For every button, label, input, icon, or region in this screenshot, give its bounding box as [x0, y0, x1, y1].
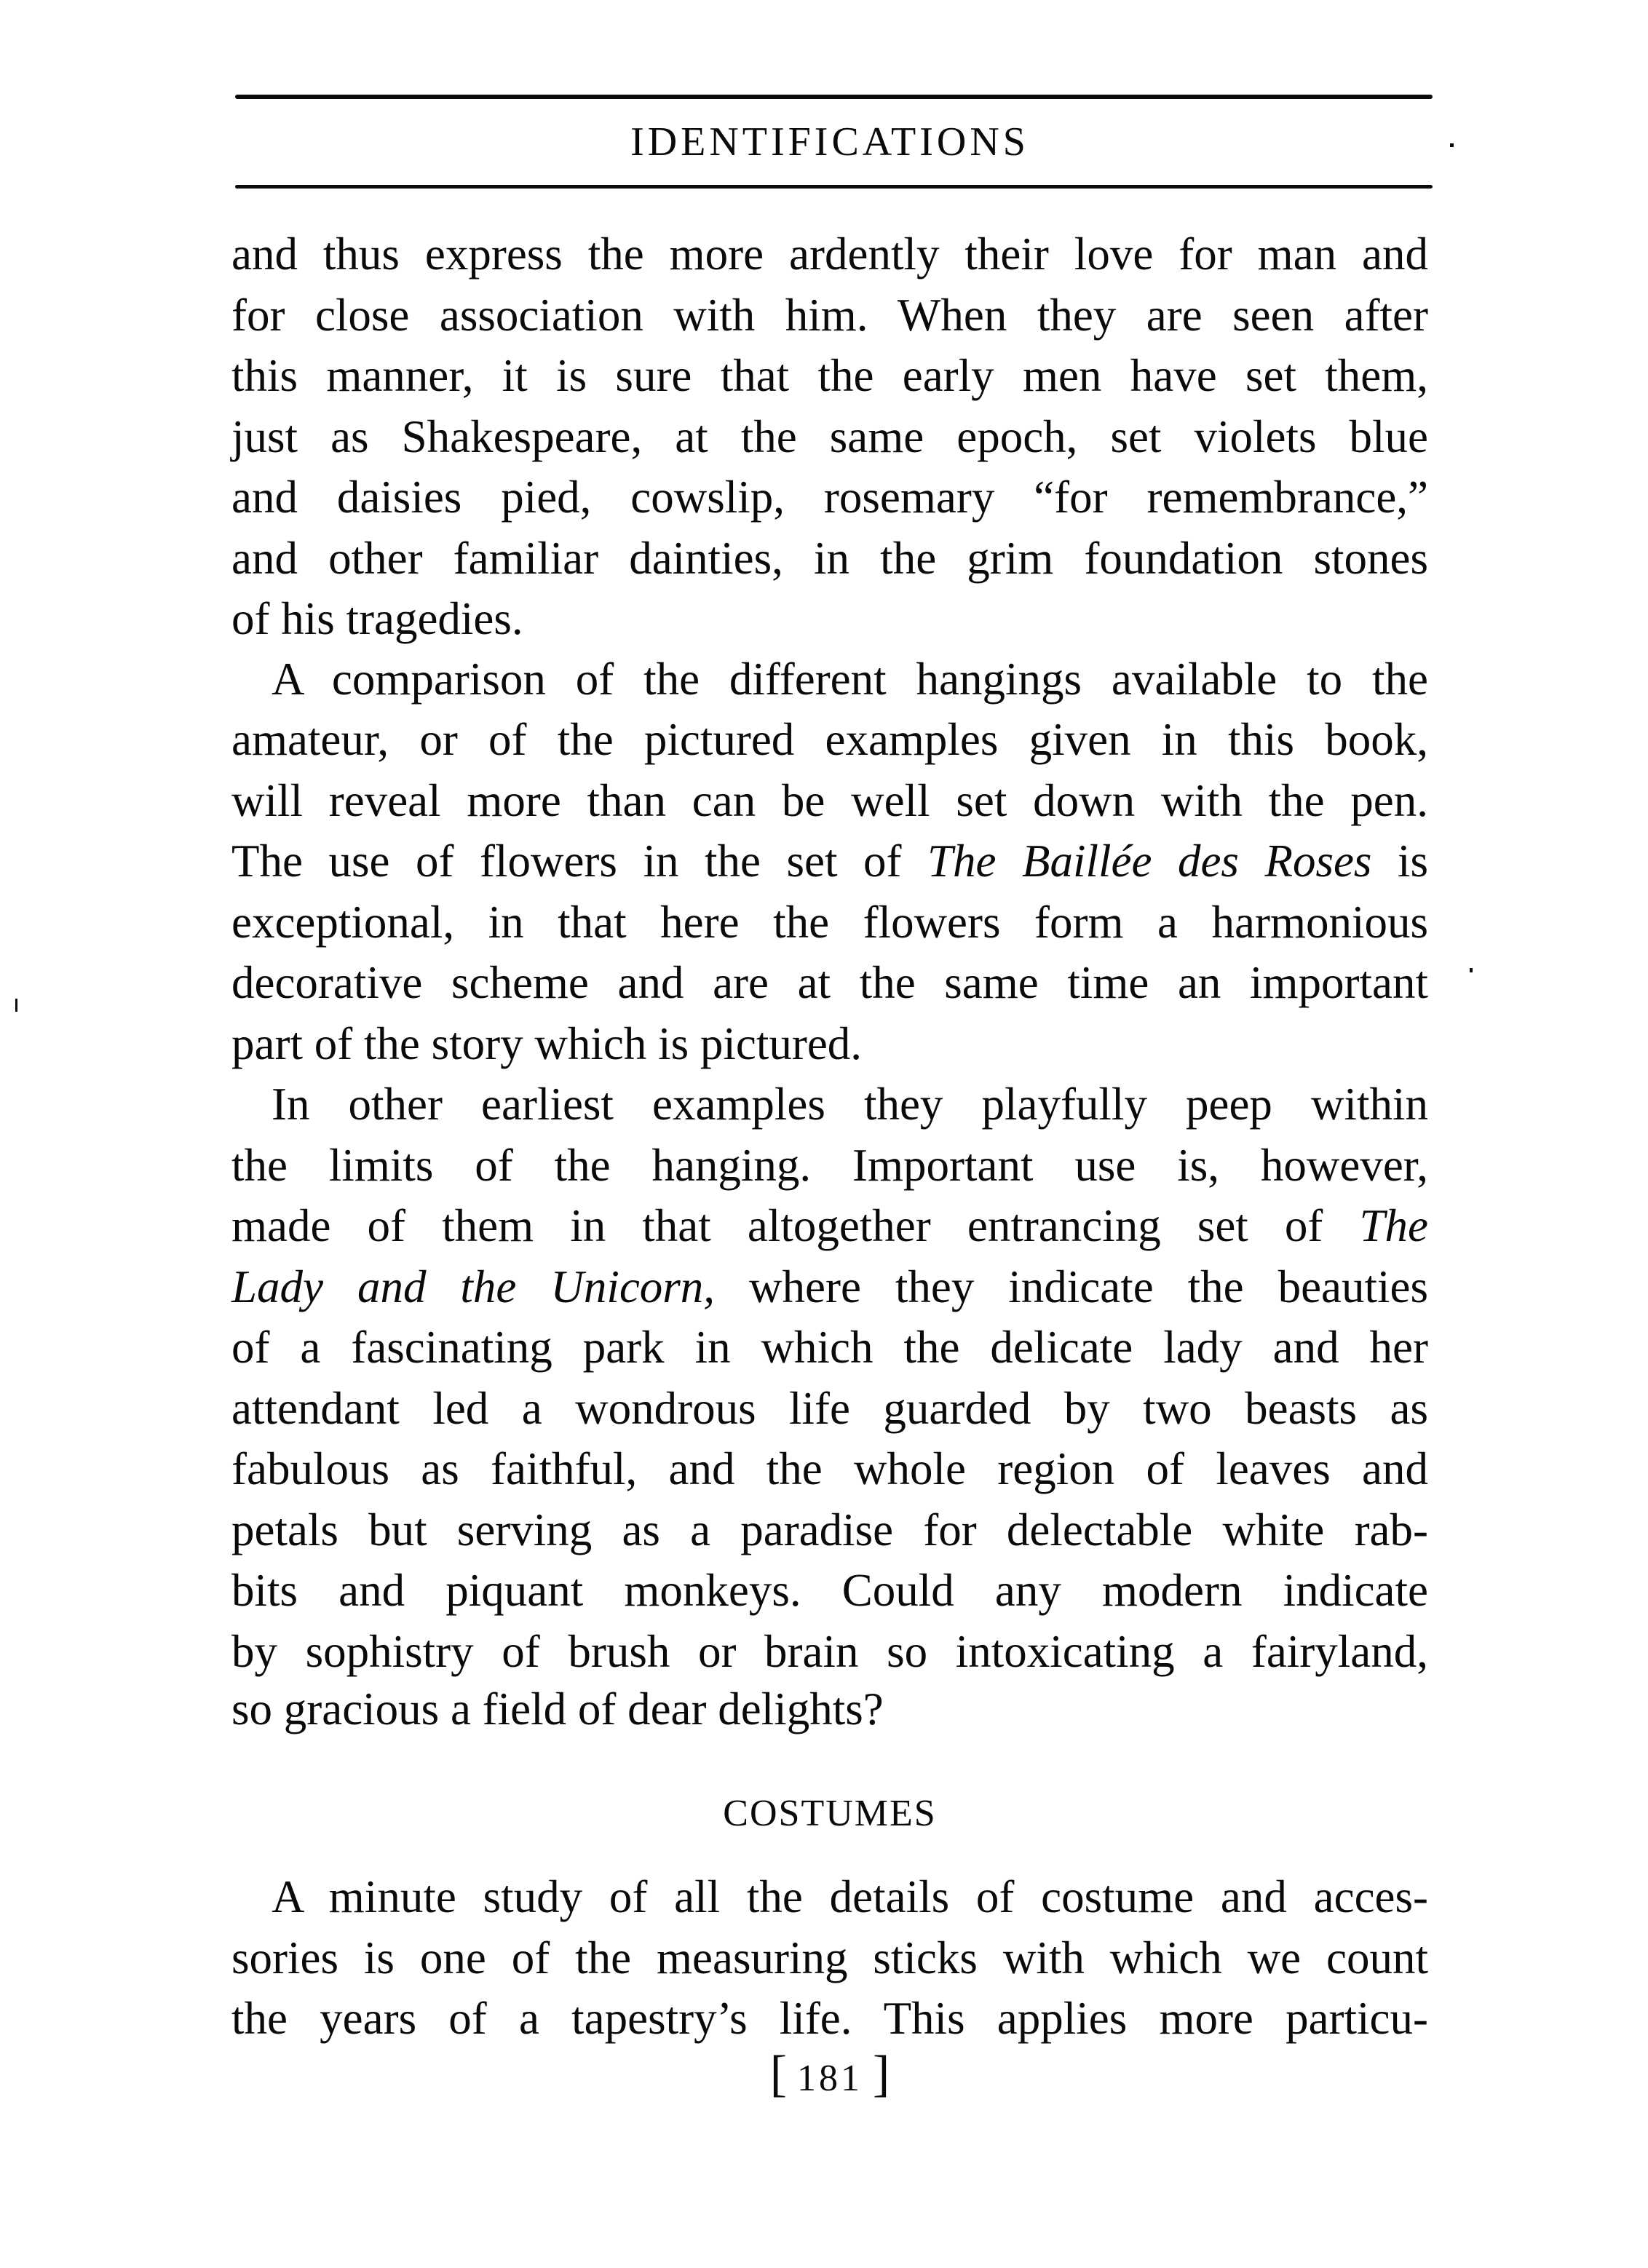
- text-line: bits and piquant monkeys. Could any modern indicate: [231, 1565, 1428, 1616]
- text-run: is: [1371, 836, 1428, 887]
- text-line: by sophistry of brush or brain so intoxicating a fairyland,: [231, 1626, 1428, 1677]
- italic-title-bailee-des-roses: The Baillée des Roses: [927, 836, 1372, 887]
- text-run: where they indicate the beauties: [715, 1261, 1428, 1312]
- text-line: the limits of the hanging. Important use is, however,: [231, 1140, 1428, 1191]
- text-line: just as Shakespeare, at the same epoch, set violets blue: [231, 411, 1428, 462]
- text-line: of a fascinating park in which the delicate lady and her: [231, 1322, 1428, 1373]
- page-number-value: 181: [797, 2058, 863, 2099]
- italic-title-the: The: [1359, 1200, 1428, 1251]
- text-line: exceptional, in that here the flowers form a harmonious: [231, 897, 1428, 948]
- text-line: this manner, it is sure that the early men have set them,: [231, 350, 1428, 401]
- scan-speck: [1450, 143, 1454, 147]
- text-line: A minute study of all the details of costume and acces-: [272, 1871, 1428, 1922]
- text-line: and other familiar dainties, in the grim foundation stones: [231, 533, 1428, 584]
- text-line: the years of a tapestry’s life. This applies more particu-: [231, 1993, 1428, 2044]
- running-head-bottom-rule: [235, 185, 1433, 189]
- text-line: so gracious a field of dear delights?: [231, 1684, 884, 1734]
- folio-close-bracket: ]: [873, 2046, 890, 2102]
- section-heading: COSTUMES: [723, 1793, 937, 1834]
- text-line: [231, 1256, 1428, 1317]
- text-line: and daisies pied, cowslip, rosemary “for remembrance,”: [231, 472, 1428, 523]
- text-line: sories is one of the measuring sticks with which we count: [231, 1932, 1428, 1983]
- text-line: [231, 830, 1428, 892]
- text-line: amateur, or of the pictured examples given in this book,: [231, 714, 1428, 765]
- text-line: of his tragedies.: [231, 593, 523, 644]
- running-head: IDENTIFICATIONS: [630, 119, 1029, 164]
- text-line: for close association with him. When they are seen after: [231, 290, 1428, 341]
- text-line: attendant led a wondrous life guarded by two beasts as: [231, 1383, 1428, 1434]
- text-line: decorative scheme and are at the same time an important: [231, 957, 1428, 1008]
- running-head-top-rule: [235, 95, 1433, 99]
- text-line: part of the story which is pictured.: [231, 1018, 863, 1069]
- text-run: made of them in that altogether entrancing set of: [231, 1200, 1360, 1251]
- page-number: [231, 2045, 1428, 2104]
- text-line: petals but serving as a paradise for delectable white rab-: [231, 1504, 1428, 1555]
- scan-speck: [15, 999, 17, 1012]
- text-line: and thus express the more ardently their love for man and: [231, 229, 1428, 279]
- text-line: In other earliest examples they playfully peep within: [272, 1079, 1428, 1130]
- text-line: [231, 1195, 1428, 1256]
- italic-title-lady-and-the-unicorn: Lady and the Unicorn,: [231, 1261, 716, 1312]
- text-line: fabulous as faithful, and the whole region of leaves and: [231, 1443, 1428, 1494]
- scan-speck: [1470, 968, 1473, 972]
- text-line: A comparison of the different hangings available to the: [272, 654, 1428, 705]
- folio-open-bracket: [: [769, 2046, 787, 2102]
- text-line: will reveal more than can be well set down with the pen.: [231, 775, 1428, 826]
- text-run: The use of flowers in the set of: [231, 836, 927, 887]
